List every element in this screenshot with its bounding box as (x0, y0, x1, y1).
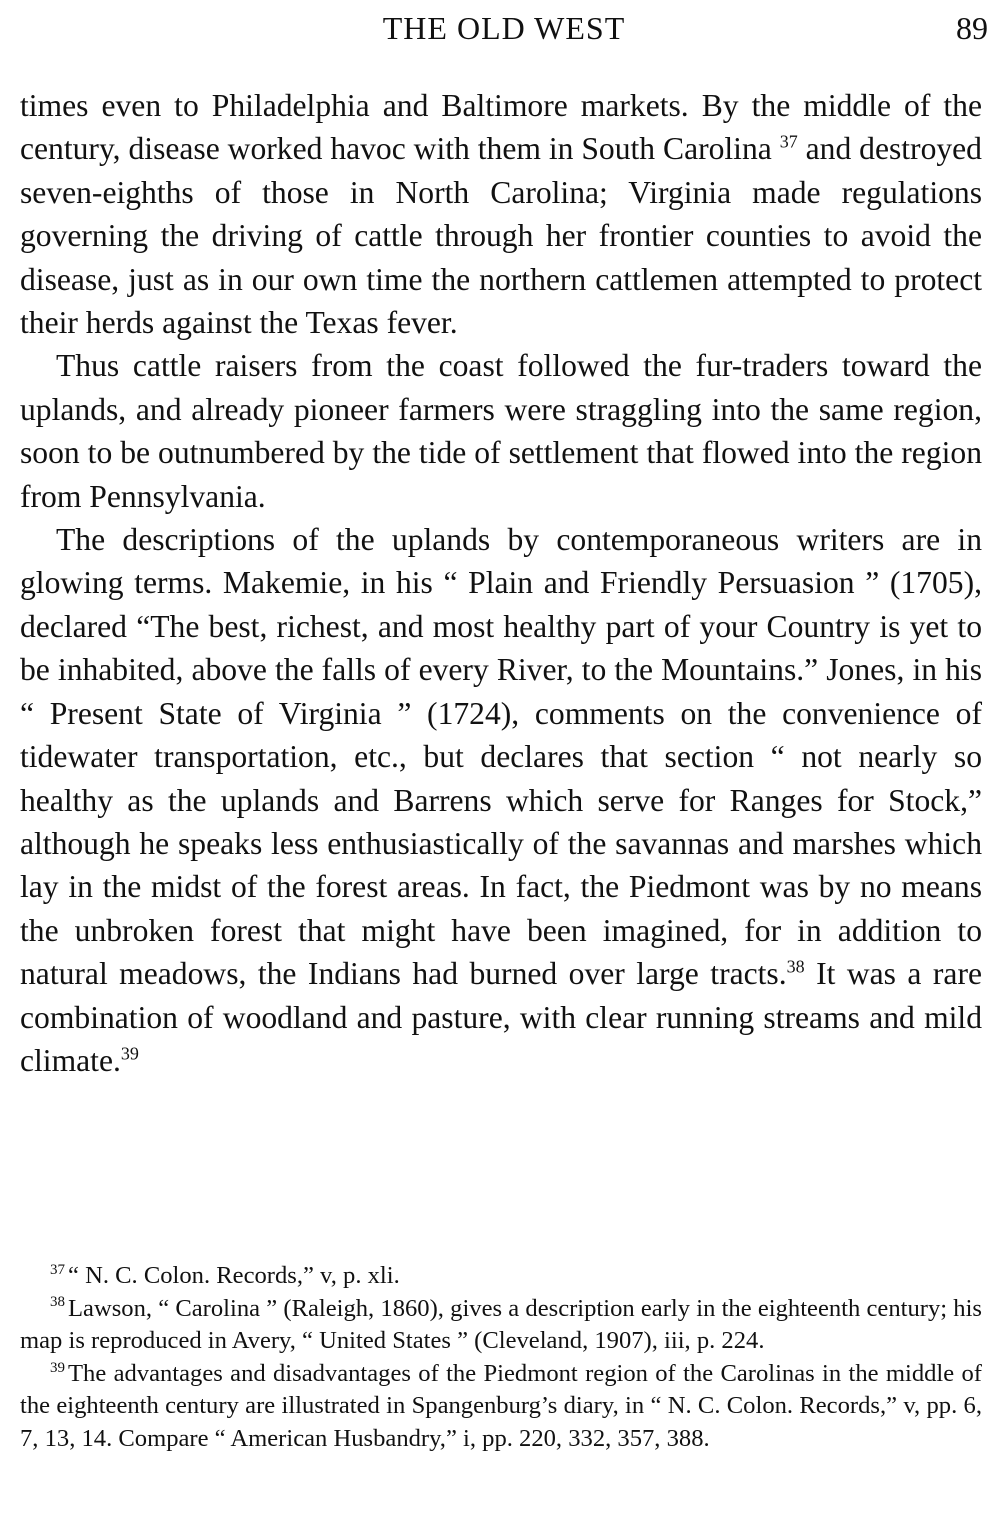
paragraph-1-text-a: times even to Philadelphia and Baltimore markets. By the middle of the century, disease worked havoc with them in South Carolina (20, 88, 982, 167)
footnote-37 (20, 1260, 982, 1293)
paragraph-3-text-b: It was a rare combination of woodland and pasture, with clear running streams and mild climate. (20, 956, 982, 1078)
paragraph-1 (20, 84, 982, 344)
footnote-ref-38: 38 (786, 956, 805, 977)
page-number: 89 (956, 10, 988, 46)
footnote-39 (20, 1358, 982, 1456)
paragraph-3-text-a: The descriptions of the uplands by contemporaneous writers are in glowing terms. Makemie, in his “ Plain and Friendly Persuasion ” (1705), declared “The best, richest, and most healthy part of your Country is yet to be inhabited, above the falls of every River, to the Mountains.” Jones, in his “ Present State of Virginia ” (1724), comments on the convenience of tidewater transportation, etc., but declares that section “ not nearly so healthy as the uplands and Barrens which serve for Ranges for Stock,” although he speaks less enthusiastically of the savannas and marshes which lay in the midst of the forest areas. In fact, the Piedmont was by no means the unbroken forest that might have been imagined, for in addition to natural meadows, the Indians had burned over large tracts. (20, 522, 982, 992)
body-text (20, 84, 982, 1082)
paragraph-3 (20, 518, 982, 1082)
footnote-38 (20, 1293, 982, 1358)
paragraph-2: Thus cattle raisers from the coast followed the fur-traders toward the uplands, and already pioneer farmers were straggling into the same region, soon to be outnumbered by the tide of settlement that flowed into the region from Pennsylvania. (20, 348, 982, 514)
paragraph-1-text-b: and destroyed seven-eighths of those in North Carolina; Virginia made regulations governing the driving of cattle through her frontier counties to avoid the disease, just as in our own time the northern cattlemen attempted to protect their herds against the Texas fever. (20, 131, 982, 341)
footnote-ref-37: 37 (779, 131, 798, 152)
footnote-number: 39 (50, 1359, 65, 1376)
running-head (20, 6, 988, 50)
footnotes (20, 1260, 982, 1456)
footnote-number: 37 (50, 1261, 65, 1278)
running-title: THE OLD WEST (382, 10, 626, 46)
footnote-text: The advantages and disadvantages of the Piedmont region of the Carolinas in the middle of the eighteenth century are illustrated in Spangenburg’s diary, in “ N. C. Colon. Records,” v, pp. 6, 7, 13, 14. Compare “ American Husbandry,” i, pp. 220, 332, 357, 388. (20, 1359, 982, 1452)
footnote-text: “ N. C. Colon. Records,” v, p. xli. (68, 1262, 400, 1289)
footnote-text: Lawson, “ Carolina ” (Raleigh, 1860), gives a description early in the eighteenth century; his map is reproduced in Avery, “ United States ” (Cleveland, 1907), iii, p. 224. (20, 1294, 982, 1355)
footnote-number: 38 (50, 1294, 65, 1311)
footnote-ref-39: 39 (120, 1043, 139, 1064)
